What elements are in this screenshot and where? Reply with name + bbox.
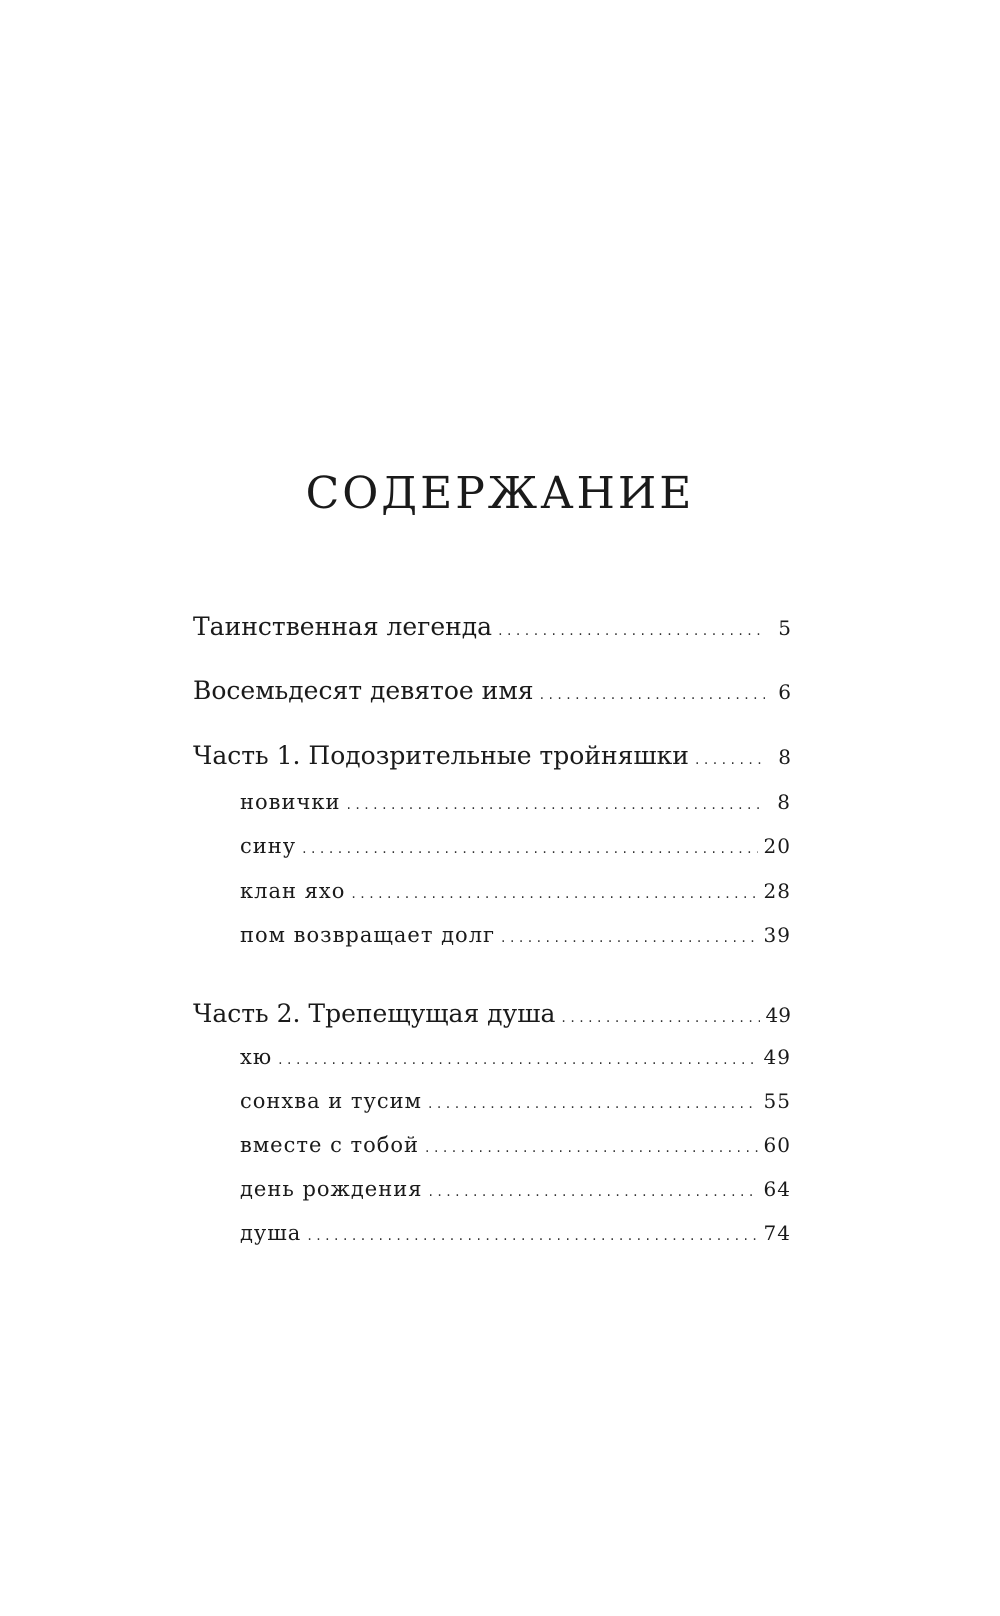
toc-entry-page: 64 (763, 1177, 791, 1201)
dot-leader (428, 1096, 758, 1112)
page-title: СОДЕРЖАНИЕ (305, 468, 695, 519)
toc-chapter-entry[interactable] (193, 834, 791, 858)
toc-entry-page: 8 (778, 745, 791, 769)
toc-entry-title: Часть 1. Подозрительные тройняшки (193, 741, 689, 770)
dot-leader (498, 623, 765, 639)
toc-entry[interactable] (193, 676, 791, 705)
dot-leader (278, 1052, 757, 1068)
toc-entry[interactable] (193, 612, 791, 641)
toc-entry-page: 55 (763, 1089, 791, 1113)
toc-entry-title: Восемьдесят девятое имя (193, 676, 534, 705)
dot-leader (695, 752, 765, 768)
toc-entry-title: пом возвращает долг (240, 923, 496, 947)
toc-entry-page: 39 (763, 923, 791, 947)
toc-entry-page: 49 (765, 1003, 791, 1027)
toc-entry-page: 20 (763, 834, 791, 858)
toc-entry-page: 60 (763, 1133, 791, 1157)
dot-leader (540, 687, 765, 703)
toc-entry-title: сонхва и тусим (240, 1089, 422, 1113)
toc-entry-page: 49 (763, 1045, 791, 1069)
toc-chapter-entry[interactable] (193, 1221, 791, 1245)
dot-leader (302, 841, 757, 857)
toc-chapter-entry[interactable] (193, 1089, 791, 1113)
toc-chapter-entry[interactable] (193, 790, 791, 814)
toc-entry-title: новички (240, 790, 341, 814)
dot-leader (425, 1140, 758, 1156)
toc-part-heading[interactable] (193, 999, 791, 1028)
toc-entry-title: хю (240, 1045, 273, 1069)
toc-entry-title: вместе с тобой (240, 1133, 420, 1157)
toc-entry-page: 28 (763, 879, 791, 903)
toc-chapter-entry[interactable] (193, 879, 791, 903)
dot-leader (346, 797, 765, 813)
toc-entry-title: день рождения (240, 1177, 423, 1201)
toc-entry-page: 74 (763, 1221, 791, 1245)
toc-entry-title: душа (240, 1221, 302, 1245)
toc-entry-title: клан яхо (240, 879, 346, 903)
toc-entry-title: сину (240, 834, 297, 858)
dot-leader (307, 1228, 757, 1244)
toc-entry-page: 8 (777, 790, 791, 814)
toc-chapter-entry[interactable] (193, 1045, 791, 1069)
dot-leader (428, 1184, 757, 1200)
toc-entry-title: Часть 2. Трепещущая душа (193, 999, 556, 1028)
toc-chapter-entry[interactable] (193, 923, 791, 947)
toc-chapter-entry[interactable] (193, 1133, 791, 1157)
dot-leader (561, 1010, 759, 1026)
dot-leader (351, 886, 757, 902)
toc-entry-page: 6 (778, 680, 791, 704)
dot-leader (501, 930, 758, 946)
toc-part-heading[interactable] (193, 741, 791, 770)
toc-chapter-entry[interactable] (193, 1177, 791, 1201)
toc-entry-title: Таинственная легенда (193, 612, 493, 641)
toc-entry-page: 5 (778, 616, 791, 640)
